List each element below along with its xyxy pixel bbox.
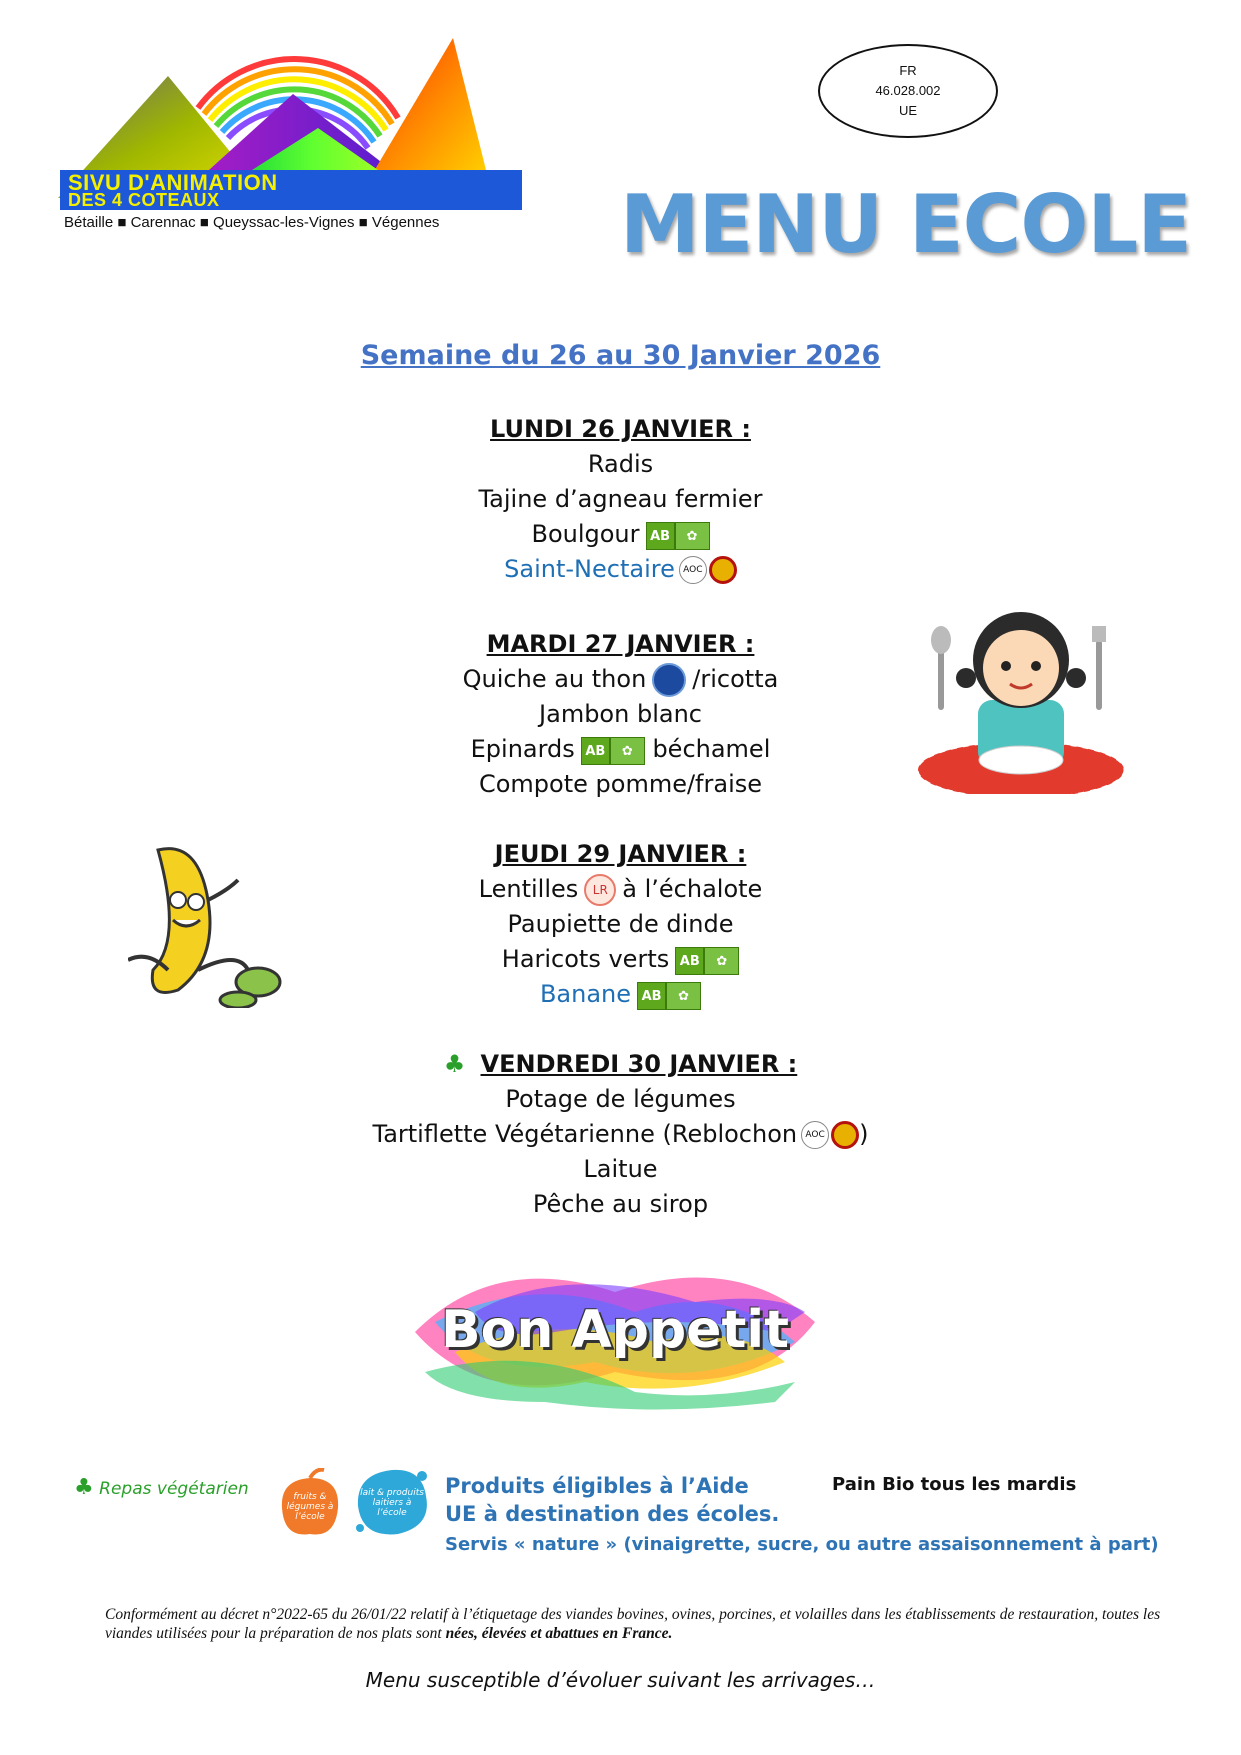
menu-item: Quiche au thon xyxy=(462,665,647,693)
aop-seal-icon xyxy=(831,1121,859,1149)
banana-mascot-illustration xyxy=(128,840,298,1008)
week-heading: Semaine du 26 au 30 Janvier 2026 xyxy=(360,340,881,371)
decret-disclaimer xyxy=(105,1605,1205,1643)
day-header: JEUDI 29 JANVIER : xyxy=(494,840,747,868)
fruits-logo-text: fruits & légumes à l’école xyxy=(286,1492,334,1522)
menu-item: Saint-Nectaire xyxy=(504,555,675,583)
organic-ab-icon: AB ✿ xyxy=(581,737,645,763)
day-monday xyxy=(0,412,1241,587)
menu-item: Boulgour xyxy=(531,520,640,548)
aop-seal-icon xyxy=(709,556,737,584)
organic-ab-icon: AB ✿ xyxy=(646,522,710,548)
menu-item: Pêche au sirop xyxy=(532,1190,709,1218)
logo-name-line2: DES 4 COTEAUX xyxy=(68,190,220,210)
servis-nature-note: Servis « nature » (vinaigrette, sucre, ou autre assaisonnement à part) xyxy=(445,1534,1159,1555)
organic-ab-icon: AB ✿ xyxy=(675,947,739,973)
menu-item: Tartiflette Végétarienne (Reblochon xyxy=(372,1120,798,1148)
girl-eating-illustration xyxy=(918,600,1124,794)
stamp-line2: 46.028.002 xyxy=(875,83,941,98)
menu-item: Radis xyxy=(587,450,654,478)
lait-produits-laitiers-ecole-logo xyxy=(352,1466,432,1538)
menu-item: Compote pomme/fraise xyxy=(478,770,763,798)
aide-ue-line2: UE à destination des écoles. xyxy=(445,1502,780,1526)
menu-item: Banane xyxy=(539,980,632,1008)
menu-item: /ricotta xyxy=(692,665,779,693)
day-header: LUNDI 26 JANVIER : xyxy=(490,415,751,443)
bon-appetit-banner xyxy=(395,1252,835,1414)
sivu-logo xyxy=(58,38,528,238)
logo-name xyxy=(68,170,278,210)
fruits-legumes-ecole-logo xyxy=(280,1468,340,1538)
menu-item: Jambon blanc xyxy=(539,700,702,728)
aide-ue-line1: Produits éligibles à l’Aide xyxy=(445,1474,749,1498)
menu-item: Potage de légumes xyxy=(505,1085,736,1113)
menu-evolution-note: Menu susceptible d’évoluer suivant les arrivages… xyxy=(365,1668,876,1692)
menu-item: béchamel xyxy=(652,735,771,763)
menu-item: Epinards xyxy=(470,735,575,763)
health-stamp xyxy=(818,44,998,138)
club-icon: ♣ xyxy=(443,1050,466,1078)
menu-item: Lentilles xyxy=(478,875,579,903)
menu-item: Laitue xyxy=(583,1155,658,1183)
club-icon: ♣ xyxy=(74,1475,94,1500)
menu-item: ) xyxy=(859,1120,869,1148)
logo-towns: Bétaille ■ Carennac ■ Queyssac-les-Vignes ■ Végennes xyxy=(64,214,440,231)
decret-bold-text: nées, élevées et abattues en France. xyxy=(445,1625,673,1642)
label-rouge-icon: LR xyxy=(584,874,616,906)
bon-appetit-text: Bon Appetit xyxy=(441,1300,789,1360)
vegetarian-legend xyxy=(74,1475,249,1500)
page-title: MENU ECOLE xyxy=(620,178,1192,271)
msc-fish-label-icon xyxy=(652,663,686,697)
menu-item: Paupiette de dinde xyxy=(507,910,734,938)
lait-logo-text: lait & produits laitiers à l’école xyxy=(360,1488,424,1518)
day-friday xyxy=(0,1047,1241,1222)
logo-name-line1: SIVU D'ANIMATION xyxy=(68,170,278,195)
menu-item: Tajine d’agneau fermier xyxy=(478,485,763,513)
organic-ab-icon: AB ✿ xyxy=(637,982,701,1008)
menu-item: Haricots verts xyxy=(501,945,670,973)
menu-item: à l’échalote xyxy=(622,875,763,903)
vegetarian-label: Repas végétarien xyxy=(99,1479,249,1499)
stamp-line1: FR xyxy=(899,63,917,78)
day-header: MARDI 27 JANVIER : xyxy=(486,630,755,658)
aoc-label-icon: AOC xyxy=(679,556,707,584)
stamp-line3: UE xyxy=(898,103,918,118)
day-header: VENDREDI 30 JANVIER : xyxy=(480,1050,798,1078)
decret-text: Conformément au décret n°2022-65 du 26/01/22 relatif à l’étiquetage des viandes bovines, ovines, porcines, et volailles dans les établissements de restauration, toutes les viandes utilisées pour la préparation de nos plats sont xyxy=(105,1606,1161,1642)
pain-bio-note: Pain Bio tous les mardis xyxy=(832,1474,1077,1495)
aoc-label-icon: AOC xyxy=(801,1121,829,1149)
